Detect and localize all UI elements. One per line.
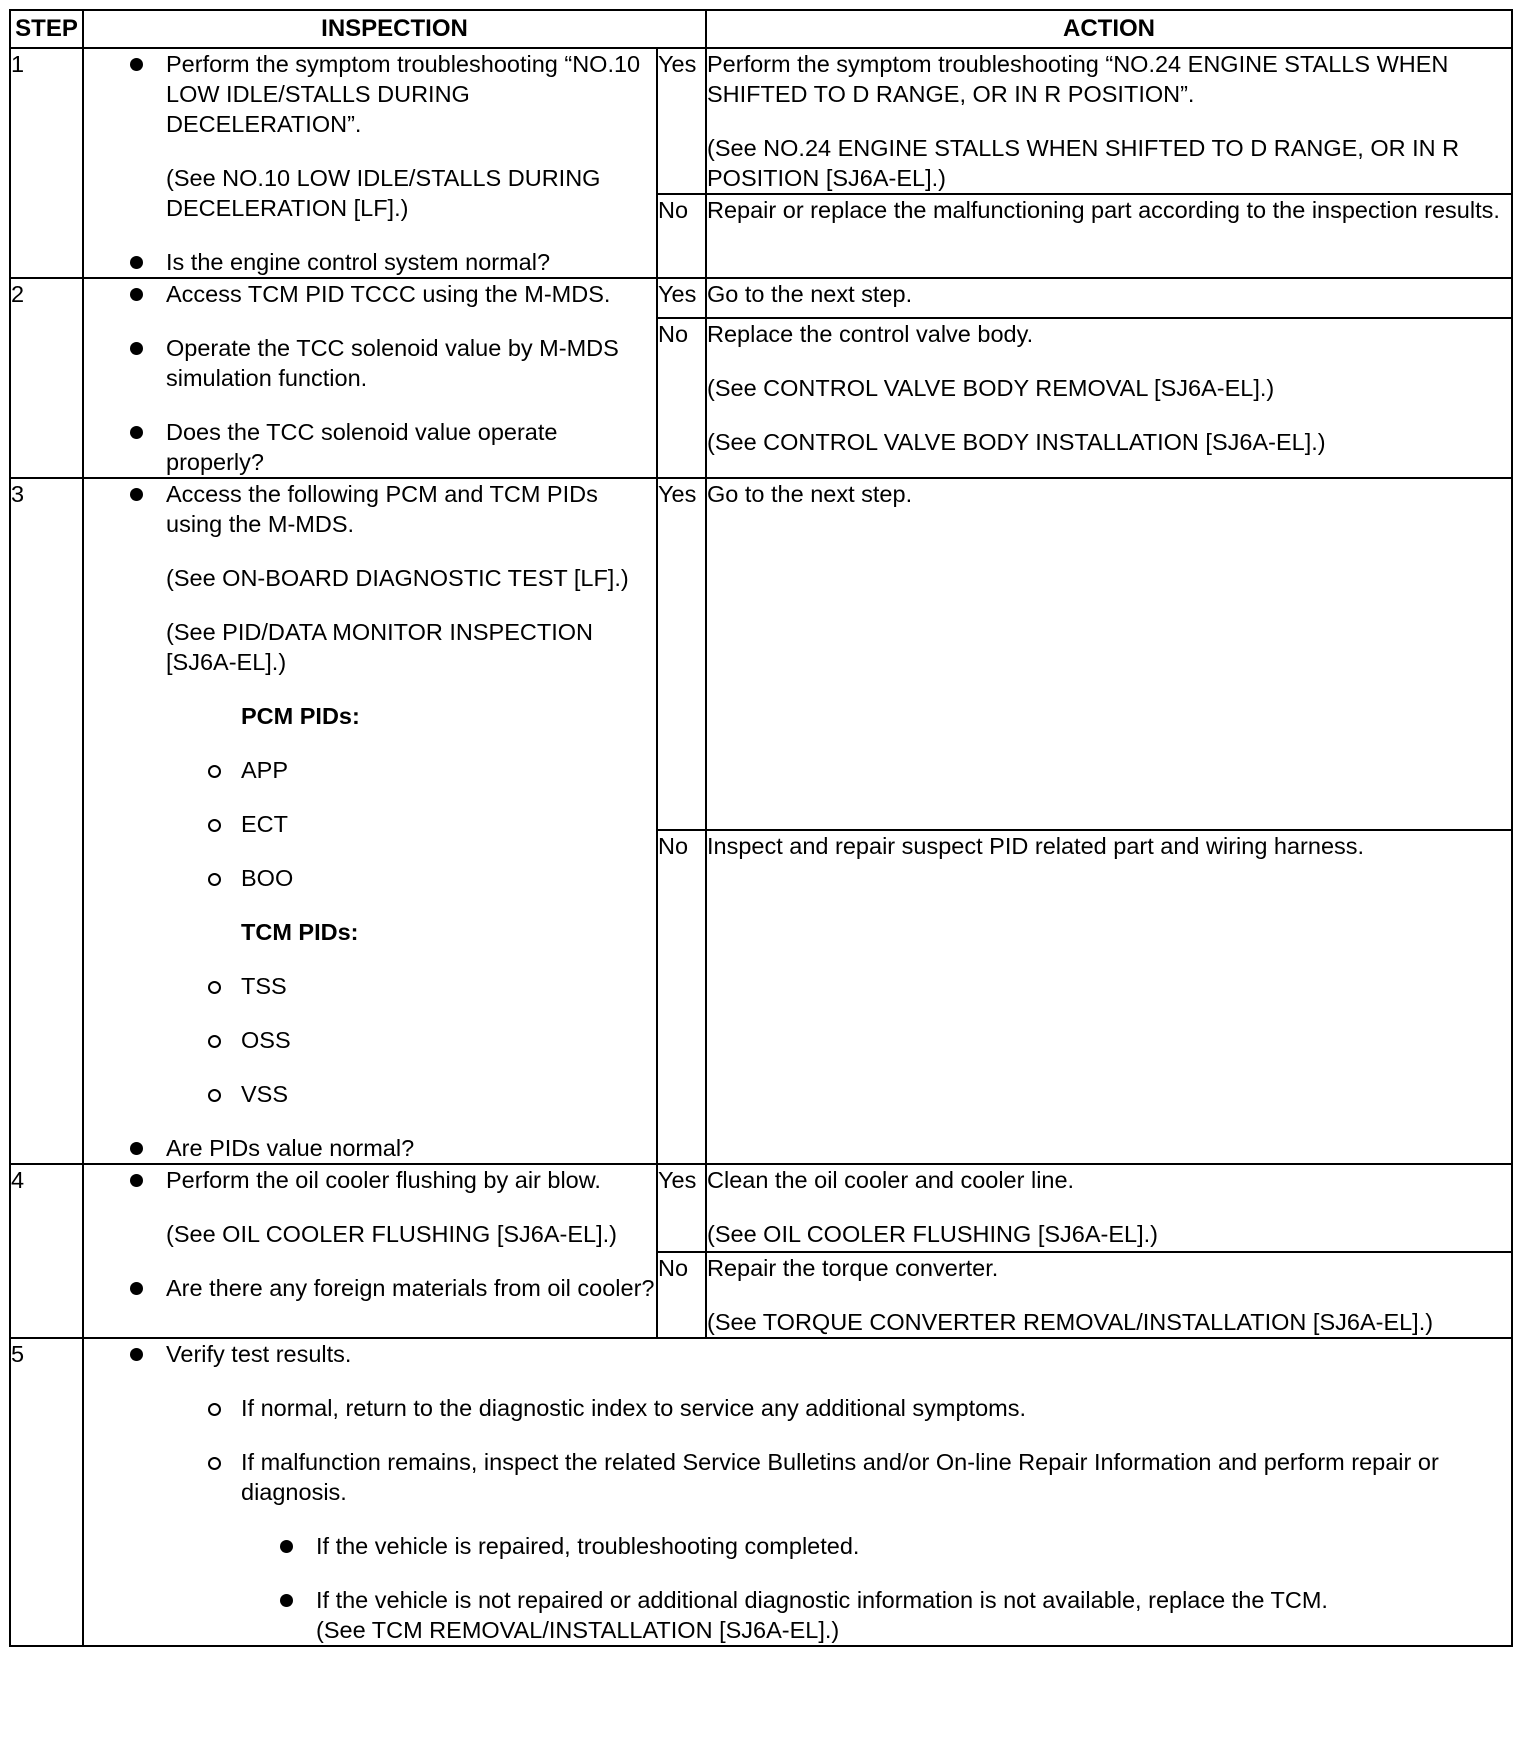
reference-text: (See NO.10 LOW IDLE/STALLS DURING DECELERATION [LF].) — [166, 165, 601, 221]
nested-bullet-item: If the vehicle is not repaired or additional diagnostic information is not available, replace the TCM. (See TCM REMOVAL/INSTALLATION [SJ6A-EL].) — [84, 1585, 1511, 1645]
step-number: 4 — [10, 1164, 83, 1338]
yes-action: Perform the symptom troubleshooting “NO.24 ENGINE STALLS WHEN SHIFTED TO D RANGE, OR IN R POSITION”. (See NO.24 ENGINE STALLS WHEN SHIFTED TO D RANGE, OR IN R POSITION [SJ6A-EL].) — [706, 48, 1512, 194]
pid-item: APP — [84, 755, 656, 785]
yes-label: Yes — [657, 48, 706, 194]
bullet-item: Operate the TCC solenoid value by M-MDS simulation function. — [84, 333, 656, 393]
bullet-icon — [130, 342, 143, 355]
bullet-item: Are PIDs value normal? — [84, 1133, 656, 1163]
header-inspection: INSPECTION — [83, 10, 706, 48]
table-header-row — [10, 10, 1512, 48]
inspection-cell — [83, 278, 657, 478]
step-number: 2 — [10, 278, 83, 478]
no-label: No — [657, 830, 706, 1164]
bullet-icon — [130, 488, 143, 501]
inspection-cell — [83, 48, 657, 278]
table-row — [10, 48, 1512, 194]
pid-item: VSS — [84, 1079, 656, 1109]
circle-bullet-icon — [208, 1089, 221, 1102]
no-action: Repair the torque converter. (See TORQUE CONVERTER REMOVAL/INSTALLATION [SJ6A-EL].) — [706, 1252, 1512, 1338]
bullet-icon — [130, 58, 143, 71]
yes-action: Clean the oil cooler and cooler line. (See OIL COOLER FLUSHING [SJ6A-EL].) — [706, 1164, 1512, 1252]
table-row — [10, 1338, 1512, 1646]
bullet-icon — [130, 1174, 143, 1187]
circle-bullet-icon — [208, 819, 221, 832]
bullet-icon — [280, 1540, 293, 1553]
no-action: Repair or replace the malfunctioning part according to the inspection results. — [706, 194, 1512, 278]
yes-label: Yes — [657, 478, 706, 830]
circle-bullet-icon — [208, 765, 221, 778]
circle-bullet-icon — [208, 873, 221, 886]
yes-label: Yes — [657, 278, 706, 318]
bullet-icon — [130, 1348, 143, 1361]
pid-item: ECT — [84, 809, 656, 839]
reference-text: (See OIL COOLER FLUSHING [SJ6A-EL].) — [166, 1221, 617, 1247]
table-row — [10, 478, 1512, 830]
step-number: 5 — [10, 1338, 83, 1646]
bullet-item: Verify test results. — [84, 1339, 1511, 1369]
pid-item: BOO — [84, 863, 656, 893]
tcm-pids-title: TCM PIDs: — [241, 919, 359, 945]
sub-bullet-item: If malfunction remains, inspect the related Service Bulletins and/or On-line Repair Information and perform repair or diagnosis. — [84, 1447, 1511, 1507]
no-label: No — [657, 318, 706, 478]
circle-bullet-icon — [208, 1457, 221, 1470]
pid-item: TSS — [84, 971, 656, 1001]
reference-text: (See TCM REMOVAL/INSTALLATION [SJ6A-EL].) — [316, 1617, 840, 1643]
bullet-icon — [130, 1282, 143, 1295]
pid-item: OSS — [84, 1025, 656, 1055]
bullet-item: Perform the symptom troubleshooting “NO.10 LOW IDLE/STALLS DURING DECELERATION”. — [84, 49, 656, 139]
bullet-item: Access the following PCM and TCM PIDs using the M-MDS. — [84, 479, 656, 539]
yes-action: Go to the next step. — [706, 478, 1512, 830]
inspection-cell — [83, 478, 657, 1164]
bullet-icon — [130, 256, 143, 269]
circle-bullet-icon — [208, 1403, 221, 1416]
step-number: 3 — [10, 478, 83, 1164]
circle-bullet-icon — [208, 981, 221, 994]
no-label: No — [657, 194, 706, 278]
inspection-cell — [83, 1164, 657, 1338]
reference-text: (See ON-BOARD DIAGNOSTIC TEST [LF].) — [166, 565, 629, 591]
table-row — [10, 1164, 1512, 1252]
header-action: ACTION — [706, 10, 1512, 48]
no-label: No — [657, 1252, 706, 1338]
inspection-cell — [83, 1338, 1512, 1646]
bullet-icon — [280, 1594, 293, 1607]
bullet-icon — [130, 426, 143, 439]
header-step: STEP — [10, 10, 83, 48]
no-action: Inspect and repair suspect PID related part and wiring harness. — [706, 830, 1512, 1164]
bullet-icon — [130, 1142, 143, 1155]
yes-action: Go to the next step. — [706, 278, 1512, 318]
no-action: Replace the control valve body. (See CONTROL VALVE BODY REMOVAL [SJ6A-EL].) (See CONTROL VALVE BODY INSTALLATION [SJ6A-EL].) — [706, 318, 1512, 478]
bullet-icon — [130, 288, 143, 301]
bullet-item: Does the TCC solenoid value operate properly? — [84, 417, 656, 477]
bullet-item: Is the engine control system normal? — [84, 247, 656, 277]
reference-text: (See PID/DATA MONITOR INSPECTION [SJ6A-EL].) — [166, 619, 593, 675]
yes-label: Yes — [657, 1164, 706, 1252]
table-row — [10, 278, 1512, 318]
step-number: 1 — [10, 48, 83, 278]
diagnostic-table — [9, 9, 1513, 1647]
pcm-pids-title: PCM PIDs: — [241, 703, 360, 729]
bullet-item: Are there any foreign materials from oil cooler? — [84, 1273, 656, 1303]
sub-bullet-item: If normal, return to the diagnostic index to service any additional symptoms. — [84, 1393, 1511, 1423]
bullet-item: Access TCM PID TCCC using the M-MDS. — [84, 279, 656, 309]
circle-bullet-icon — [208, 1035, 221, 1048]
bullet-item: Perform the oil cooler flushing by air blow. — [84, 1165, 656, 1195]
nested-bullet-item: If the vehicle is repaired, troubleshooting completed. — [84, 1531, 1511, 1561]
